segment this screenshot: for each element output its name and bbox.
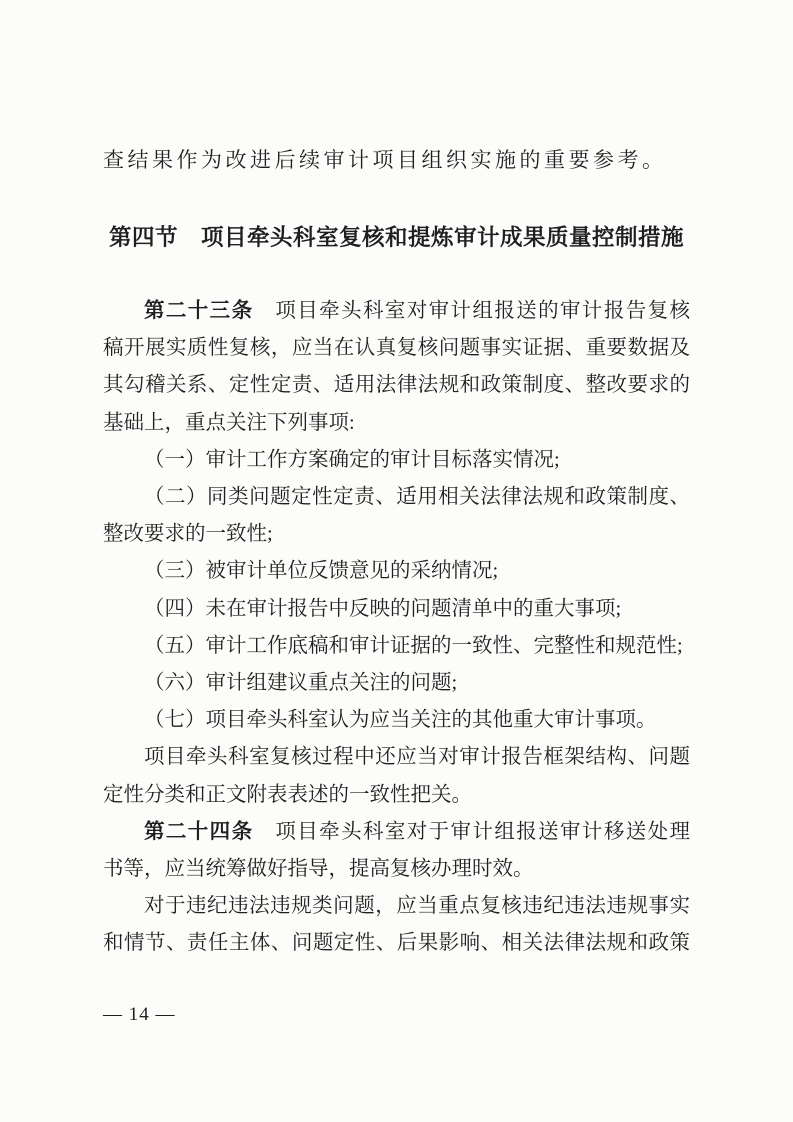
body-line <box>103 330 690 367</box>
body-line <box>103 851 690 888</box>
body-line <box>103 925 690 962</box>
line-text: （五）审计工作底稿和审计证据的一致性、完整性和规范性; <box>144 634 683 657</box>
body-line <box>103 516 690 553</box>
line-text: 定性分类和正文附表表述的一致性把关。 <box>103 783 472 806</box>
body-line-item-1 <box>103 442 690 479</box>
body-line-item-6 <box>103 665 690 702</box>
section-heading: 第四节 项目牵头科室复核和提炼审计成果质量控制措施 <box>108 225 684 250</box>
line-text: 项目牵头科室对审计组报送的审计报告复核 <box>253 300 691 322</box>
body-text-block <box>103 293 690 963</box>
line-text: 对于违纪违法违规类问题，应当重点复核违纪违法违规事实 <box>144 895 690 918</box>
line-text: （七）项目牵头科室认为应当关注的其他重大审计事项。 <box>144 709 657 732</box>
line-text: 基础上，重点关注下列事项: <box>103 411 355 434</box>
line-text: （四）未在审计报告中反映的问题清单中的重大事项; <box>144 597 622 620</box>
body-line <box>103 888 690 925</box>
body-line-item-2 <box>103 479 690 516</box>
body-line <box>103 739 690 776</box>
body-line-item-5 <box>103 628 690 665</box>
line-text: 项目牵头科室对于审计组报送审计移送处理 <box>253 820 691 843</box>
body-line <box>103 777 690 814</box>
body-line-item-4 <box>103 591 690 628</box>
line-text: （一）审计工作方案确定的审计目标落实情况; <box>144 448 560 471</box>
body-line-item-3 <box>103 553 690 590</box>
line-text: 其勾稽关系、定性定责、适用法律法规和政策制度、整改要求的 <box>103 374 690 397</box>
body-line <box>103 367 690 404</box>
body-line-item-7 <box>103 702 690 739</box>
line-text: 整改要求的一致性; <box>103 523 273 546</box>
body-line <box>103 405 690 442</box>
line-text: （三）被审计单位反馈意见的采纳情况; <box>144 560 499 583</box>
line-text: （六）审计组建议重点关注的问题; <box>144 672 458 695</box>
body-line-article-23 <box>103 293 690 330</box>
line-text: 项目牵头科室复核过程中还应当对审计报告框架结构、问题 <box>144 746 690 769</box>
line-text: 和情节、责任主体、问题定性、后果影响、相关法律法规和政策 <box>103 932 690 955</box>
opening-paragraph-line: 查结果作为改进后续审计项目组织实施的重要参考。 <box>103 148 667 172</box>
page-number: — 14 — <box>103 1004 176 1025</box>
body-line-article-24 <box>103 814 690 851</box>
line-text: （二）同类问题定性定责、适用相关法律法规和政策制度、 <box>144 486 690 509</box>
line-text: 稿开展实质性复核，应当在认真复核问题事实证据、重要数据及 <box>103 337 690 360</box>
article-23-number: 第二十三条 <box>144 300 254 322</box>
line-text: 书等，应当统筹做好指导，提高复核办理时效。 <box>103 858 534 881</box>
article-24-number: 第二十四条 <box>144 820 254 843</box>
